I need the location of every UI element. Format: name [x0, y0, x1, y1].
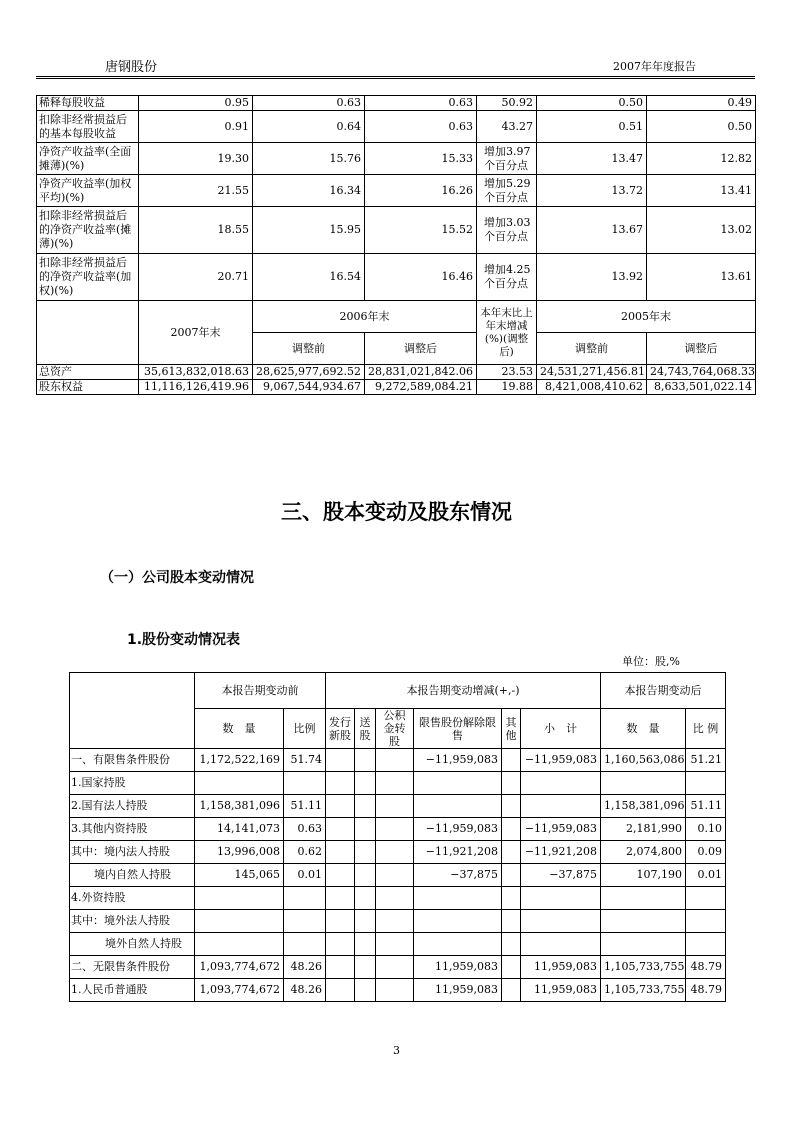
share-ratio-after: 0.09 — [686, 841, 726, 864]
share-reserve — [376, 864, 414, 887]
fin-row-value: 11,116,126,419.96 — [139, 380, 253, 395]
share-issue — [326, 772, 355, 795]
fin-row-label: 净资产收益率(加权平均)(%) — [37, 175, 139, 207]
fin-row-value: 20.71 — [139, 254, 253, 301]
share-subtotal — [521, 795, 601, 818]
unit-label: 单位：股,% — [622, 655, 680, 668]
share-qty-before: 1,093,774,672 — [195, 979, 284, 1002]
share-row — [70, 864, 726, 887]
fin-row-value: 43.27 — [477, 111, 537, 143]
fin-row-label: 扣除非经常损益后的基本每股收益 — [37, 111, 139, 143]
share-qty-after — [601, 772, 686, 795]
share-qty-before: 13,996,008 — [195, 841, 284, 864]
share-qty-after: 1,160,563,086 — [601, 749, 686, 772]
fin-row-value: 24,531,271,456.81 — [537, 365, 647, 380]
financial-indicators-table — [36, 95, 756, 395]
share-subtotal — [521, 772, 601, 795]
share-subtotal: −37,875 — [521, 864, 601, 887]
fin-row-value: 增加5.29个百分点 — [477, 175, 537, 207]
share-header-other: 其他 — [502, 709, 521, 749]
share-subtotal — [521, 887, 601, 910]
fin-row-value: 21.55 — [139, 175, 253, 207]
share-row-label: 其中：境外法人持股 — [70, 910, 195, 933]
share-issue — [326, 818, 355, 841]
header-report-title: 2007年年度报告 — [613, 60, 696, 73]
share-bonus — [355, 749, 376, 772]
fin-row — [37, 143, 756, 175]
share-other — [502, 933, 521, 956]
share-other — [502, 887, 521, 910]
share-bonus — [355, 841, 376, 864]
fin-row-value: 13.92 — [537, 254, 647, 301]
share-ratio-before: 0.63 — [284, 818, 326, 841]
share-row — [70, 772, 726, 795]
fin-row-value: 13.02 — [647, 207, 756, 254]
share-bonus — [355, 864, 376, 887]
share-qty-after: 107,190 — [601, 864, 686, 887]
share-unlock — [414, 772, 502, 795]
share-row — [70, 887, 726, 910]
share-other — [502, 956, 521, 979]
page-number: 3 — [393, 1044, 400, 1057]
fin-row-label: 稀释每股收益 — [37, 96, 139, 111]
share-subtotal — [521, 933, 601, 956]
share-qty-before: 145,065 — [195, 864, 284, 887]
fin-row-value: 0.64 — [253, 111, 365, 143]
share-issue — [326, 979, 355, 1002]
share-qty-after — [601, 933, 686, 956]
share-reserve — [376, 795, 414, 818]
fin-header-change: 本年末比上年末增减(%)(调整后) — [477, 301, 537, 365]
share-qty-before: 1,172,522,169 — [195, 749, 284, 772]
share-issue — [326, 749, 355, 772]
share-header-after: 本报告期变动后 — [601, 673, 726, 709]
share-reserve — [376, 956, 414, 979]
fin-row-value: 13.47 — [537, 143, 647, 175]
share-issue — [326, 841, 355, 864]
share-issue — [326, 864, 355, 887]
share-ratio-after — [686, 910, 726, 933]
share-ratio-before — [284, 887, 326, 910]
share-header-issue: 发行新股 — [326, 709, 355, 749]
share-qty-after: 2,074,800 — [601, 841, 686, 864]
share-ratio-after — [686, 933, 726, 956]
share-header-qty-after: 数 量 — [601, 709, 686, 749]
fin-row-label: 净资产收益率(全面摊薄)(%) — [37, 143, 139, 175]
share-other — [502, 910, 521, 933]
fin-row-value: 15.52 — [365, 207, 477, 254]
share-other — [502, 749, 521, 772]
fin-row-value: 8,421,008,410.62 — [537, 380, 647, 395]
fin-row-label: 总资产 — [37, 365, 139, 380]
share-unlock: −11,959,083 — [414, 818, 502, 841]
fin-header-empty — [37, 301, 139, 365]
fin-row — [37, 175, 756, 207]
share-bonus — [355, 979, 376, 1002]
share-row-label: 2.国有法人持股 — [70, 795, 195, 818]
share-unlock: −11,921,208 — [414, 841, 502, 864]
header-company: 唐钢股份 — [105, 60, 158, 75]
fin-row-value: 增加3.03个百分点 — [477, 207, 537, 254]
fin-row-value: 15.95 — [253, 207, 365, 254]
share-reserve — [376, 910, 414, 933]
share-bonus — [355, 887, 376, 910]
section-title: 三、股本变动及股东情况 — [281, 500, 512, 524]
share-qty-after: 1,105,733,755 — [601, 979, 686, 1002]
share-header-unlock: 限售股份解除限售 — [414, 709, 502, 749]
share-ratio-after: 48.79 — [686, 979, 726, 1002]
fin-row-label: 扣除非经常损益后的净资产收益率(摊薄)(%) — [37, 207, 139, 254]
share-header-empty — [70, 673, 195, 749]
share-ratio-before: 48.26 — [284, 956, 326, 979]
fin-row-value: 0.49 — [647, 96, 756, 111]
share-row-label: 境外自然人持股 — [70, 933, 195, 956]
share-bonus — [355, 910, 376, 933]
share-ratio-after: 0.01 — [686, 864, 726, 887]
share-header-qty-before: 数 量 — [195, 709, 284, 749]
fin-row-value: 23.53 — [477, 365, 537, 380]
share-unlock — [414, 933, 502, 956]
share-row — [70, 956, 726, 979]
fin-row-value: 28,625,977,692.52 — [253, 365, 365, 380]
share-subtotal — [521, 910, 601, 933]
fin-row-value: 0.50 — [647, 111, 756, 143]
share-subtotal: −11,959,083 — [521, 749, 601, 772]
fin-row — [37, 207, 756, 254]
sub-sub-title: 1.股份变动情况表 — [127, 632, 241, 648]
share-unlock: −37,875 — [414, 864, 502, 887]
fin-row-value: 13.67 — [537, 207, 647, 254]
share-qty-before — [195, 887, 284, 910]
share-qty-before: 1,158,381,096 — [195, 795, 284, 818]
share-unlock — [414, 910, 502, 933]
fin-row-value: 9,272,589,084.21 — [365, 380, 477, 395]
share-bonus — [355, 795, 376, 818]
share-row-label: 4.外资持股 — [70, 887, 195, 910]
share-issue — [326, 795, 355, 818]
fin-row-value: 13.41 — [647, 175, 756, 207]
share-header-bonus: 送股 — [355, 709, 376, 749]
share-reserve — [376, 749, 414, 772]
fin-row-value: 19.88 — [477, 380, 537, 395]
share-reserve — [376, 841, 414, 864]
share-issue — [326, 910, 355, 933]
fin-row-label: 股东权益 — [37, 380, 139, 395]
fin-header-2007: 2007年末 — [139, 301, 253, 365]
share-row — [70, 910, 726, 933]
share-header-reserve: 公积金转 股 — [376, 709, 414, 749]
share-other — [502, 841, 521, 864]
fin-header-2005-before: 调整前 — [537, 333, 647, 365]
share-row-label: 境内自然人持股 — [70, 864, 195, 887]
share-ratio-before: 51.74 — [284, 749, 326, 772]
fin-row-value: 8,633,501,022.14 — [647, 380, 756, 395]
share-other — [502, 818, 521, 841]
fin-row-value: 0.95 — [139, 96, 253, 111]
fin-row-value: 0.63 — [253, 96, 365, 111]
fin-row-value: 35,613,832,018.63 — [139, 365, 253, 380]
share-ratio-after: 51.11 — [686, 795, 726, 818]
fin-row-value: 0.91 — [139, 111, 253, 143]
share-ratio-after: 51.21 — [686, 749, 726, 772]
share-qty-before — [195, 772, 284, 795]
fin-header-2006-before: 调整前 — [253, 333, 365, 365]
share-row-label: 3.其他内资持股 — [70, 818, 195, 841]
share-issue — [326, 887, 355, 910]
fin-row-value: 16.34 — [253, 175, 365, 207]
share-row-label: 1.国家持股 — [70, 772, 195, 795]
share-qty-after: 1,158,381,096 — [601, 795, 686, 818]
share-qty-before — [195, 933, 284, 956]
share-other — [502, 979, 521, 1002]
fin-row — [37, 380, 756, 395]
share-ratio-after: 48.79 — [686, 956, 726, 979]
share-row — [70, 933, 726, 956]
share-other — [502, 772, 521, 795]
share-ratio-before: 0.01 — [284, 864, 326, 887]
share-reserve — [376, 979, 414, 1002]
share-qty-before: 1,093,774,672 — [195, 956, 284, 979]
share-reserve — [376, 772, 414, 795]
fin-header-2006-after: 调整后 — [365, 333, 477, 365]
share-header-ratio-after: 比 例 — [686, 709, 726, 749]
share-qty-after: 1,105,733,755 — [601, 956, 686, 979]
share-issue — [326, 956, 355, 979]
share-bonus — [355, 956, 376, 979]
fin-row-value: 15.76 — [253, 143, 365, 175]
share-ratio-before — [284, 933, 326, 956]
share-ratio-after — [686, 772, 726, 795]
share-change-table — [69, 672, 726, 1002]
share-unlock — [414, 795, 502, 818]
sub-title: （一）公司股本变动情况 — [100, 570, 254, 586]
share-ratio-before: 51.11 — [284, 795, 326, 818]
share-ratio-before: 0.62 — [284, 841, 326, 864]
share-header-subtotal: 小 计 — [521, 709, 601, 749]
share-reserve — [376, 818, 414, 841]
share-ratio-before: 48.26 — [284, 979, 326, 1002]
share-unlock: 11,959,083 — [414, 956, 502, 979]
share-other — [502, 864, 521, 887]
fin-header-2005-after: 调整后 — [647, 333, 756, 365]
share-qty-after: 2,181,990 — [601, 818, 686, 841]
fin-row-value: 16.46 — [365, 254, 477, 301]
share-header-change: 本报告期变动增减(+,-) — [326, 673, 601, 709]
share-subtotal: 11,959,083 — [521, 979, 601, 1002]
share-unlock: 11,959,083 — [414, 979, 502, 1002]
fin-row — [37, 365, 756, 380]
fin-row — [37, 111, 756, 143]
fin-row — [37, 254, 756, 301]
share-reserve — [376, 933, 414, 956]
fin-row-value: 增加4.25个百分点 — [477, 254, 537, 301]
share-row — [70, 749, 726, 772]
fin-row-value: 增加3.97个百分点 — [477, 143, 537, 175]
fin-row-value: 13.72 — [537, 175, 647, 207]
fin-row-value: 12.82 — [647, 143, 756, 175]
fin-row-value: 16.54 — [253, 254, 365, 301]
fin-row-value: 50.92 — [477, 96, 537, 111]
share-row — [70, 818, 726, 841]
share-row-label: 其中：境内法人持股 — [70, 841, 195, 864]
share-other — [502, 795, 521, 818]
share-unlock — [414, 887, 502, 910]
share-ratio-before — [284, 772, 326, 795]
share-row-label: 一、有限售条件股份 — [70, 749, 195, 772]
share-row-label: 二、无限售条件股份 — [70, 956, 195, 979]
share-subtotal: 11,959,083 — [521, 956, 601, 979]
share-header-before: 本报告期变动前 — [195, 673, 326, 709]
header-rule — [36, 76, 755, 79]
share-ratio-after — [686, 887, 726, 910]
fin-row-label: 扣除非经常损益后的净资产收益率(加权)(%) — [37, 254, 139, 301]
share-bonus — [355, 818, 376, 841]
fin-row-value: 18.55 — [139, 207, 253, 254]
share-row — [70, 979, 726, 1002]
fin-row — [37, 96, 756, 111]
share-row-label: 1.人民币普通股 — [70, 979, 195, 1002]
fin-row-value: 28,831,021,842.06 — [365, 365, 477, 380]
fin-row-value: 16.26 — [365, 175, 477, 207]
share-ratio-before — [284, 910, 326, 933]
share-row — [70, 795, 726, 818]
share-row — [70, 841, 726, 864]
share-qty-before: 14,141,073 — [195, 818, 284, 841]
fin-row-value: 24,743,764,068.33 — [647, 365, 756, 380]
fin-row-value: 0.50 — [537, 96, 647, 111]
fin-row-value: 0.63 — [365, 96, 477, 111]
fin-row-value: 0.63 — [365, 111, 477, 143]
fin-row-value: 0.51 — [537, 111, 647, 143]
share-bonus — [355, 772, 376, 795]
share-qty-after — [601, 910, 686, 933]
fin-header-2006: 2006年末 — [253, 301, 477, 333]
share-qty-after — [601, 887, 686, 910]
share-unlock: −11,959,083 — [414, 749, 502, 772]
fin-header-2005: 2005年末 — [537, 301, 756, 333]
fin-row-value: 13.61 — [647, 254, 756, 301]
fin-row-value: 19.30 — [139, 143, 253, 175]
share-subtotal: −11,921,208 — [521, 841, 601, 864]
share-reserve — [376, 887, 414, 910]
share-subtotal: −11,959,083 — [521, 818, 601, 841]
share-header-ratio-before: 比例 — [284, 709, 326, 749]
share-bonus — [355, 933, 376, 956]
share-qty-before — [195, 910, 284, 933]
fin-row-value: 9,067,544,934.67 — [253, 380, 365, 395]
share-issue — [326, 933, 355, 956]
fin-row-value: 15.33 — [365, 143, 477, 175]
share-ratio-after: 0.10 — [686, 818, 726, 841]
